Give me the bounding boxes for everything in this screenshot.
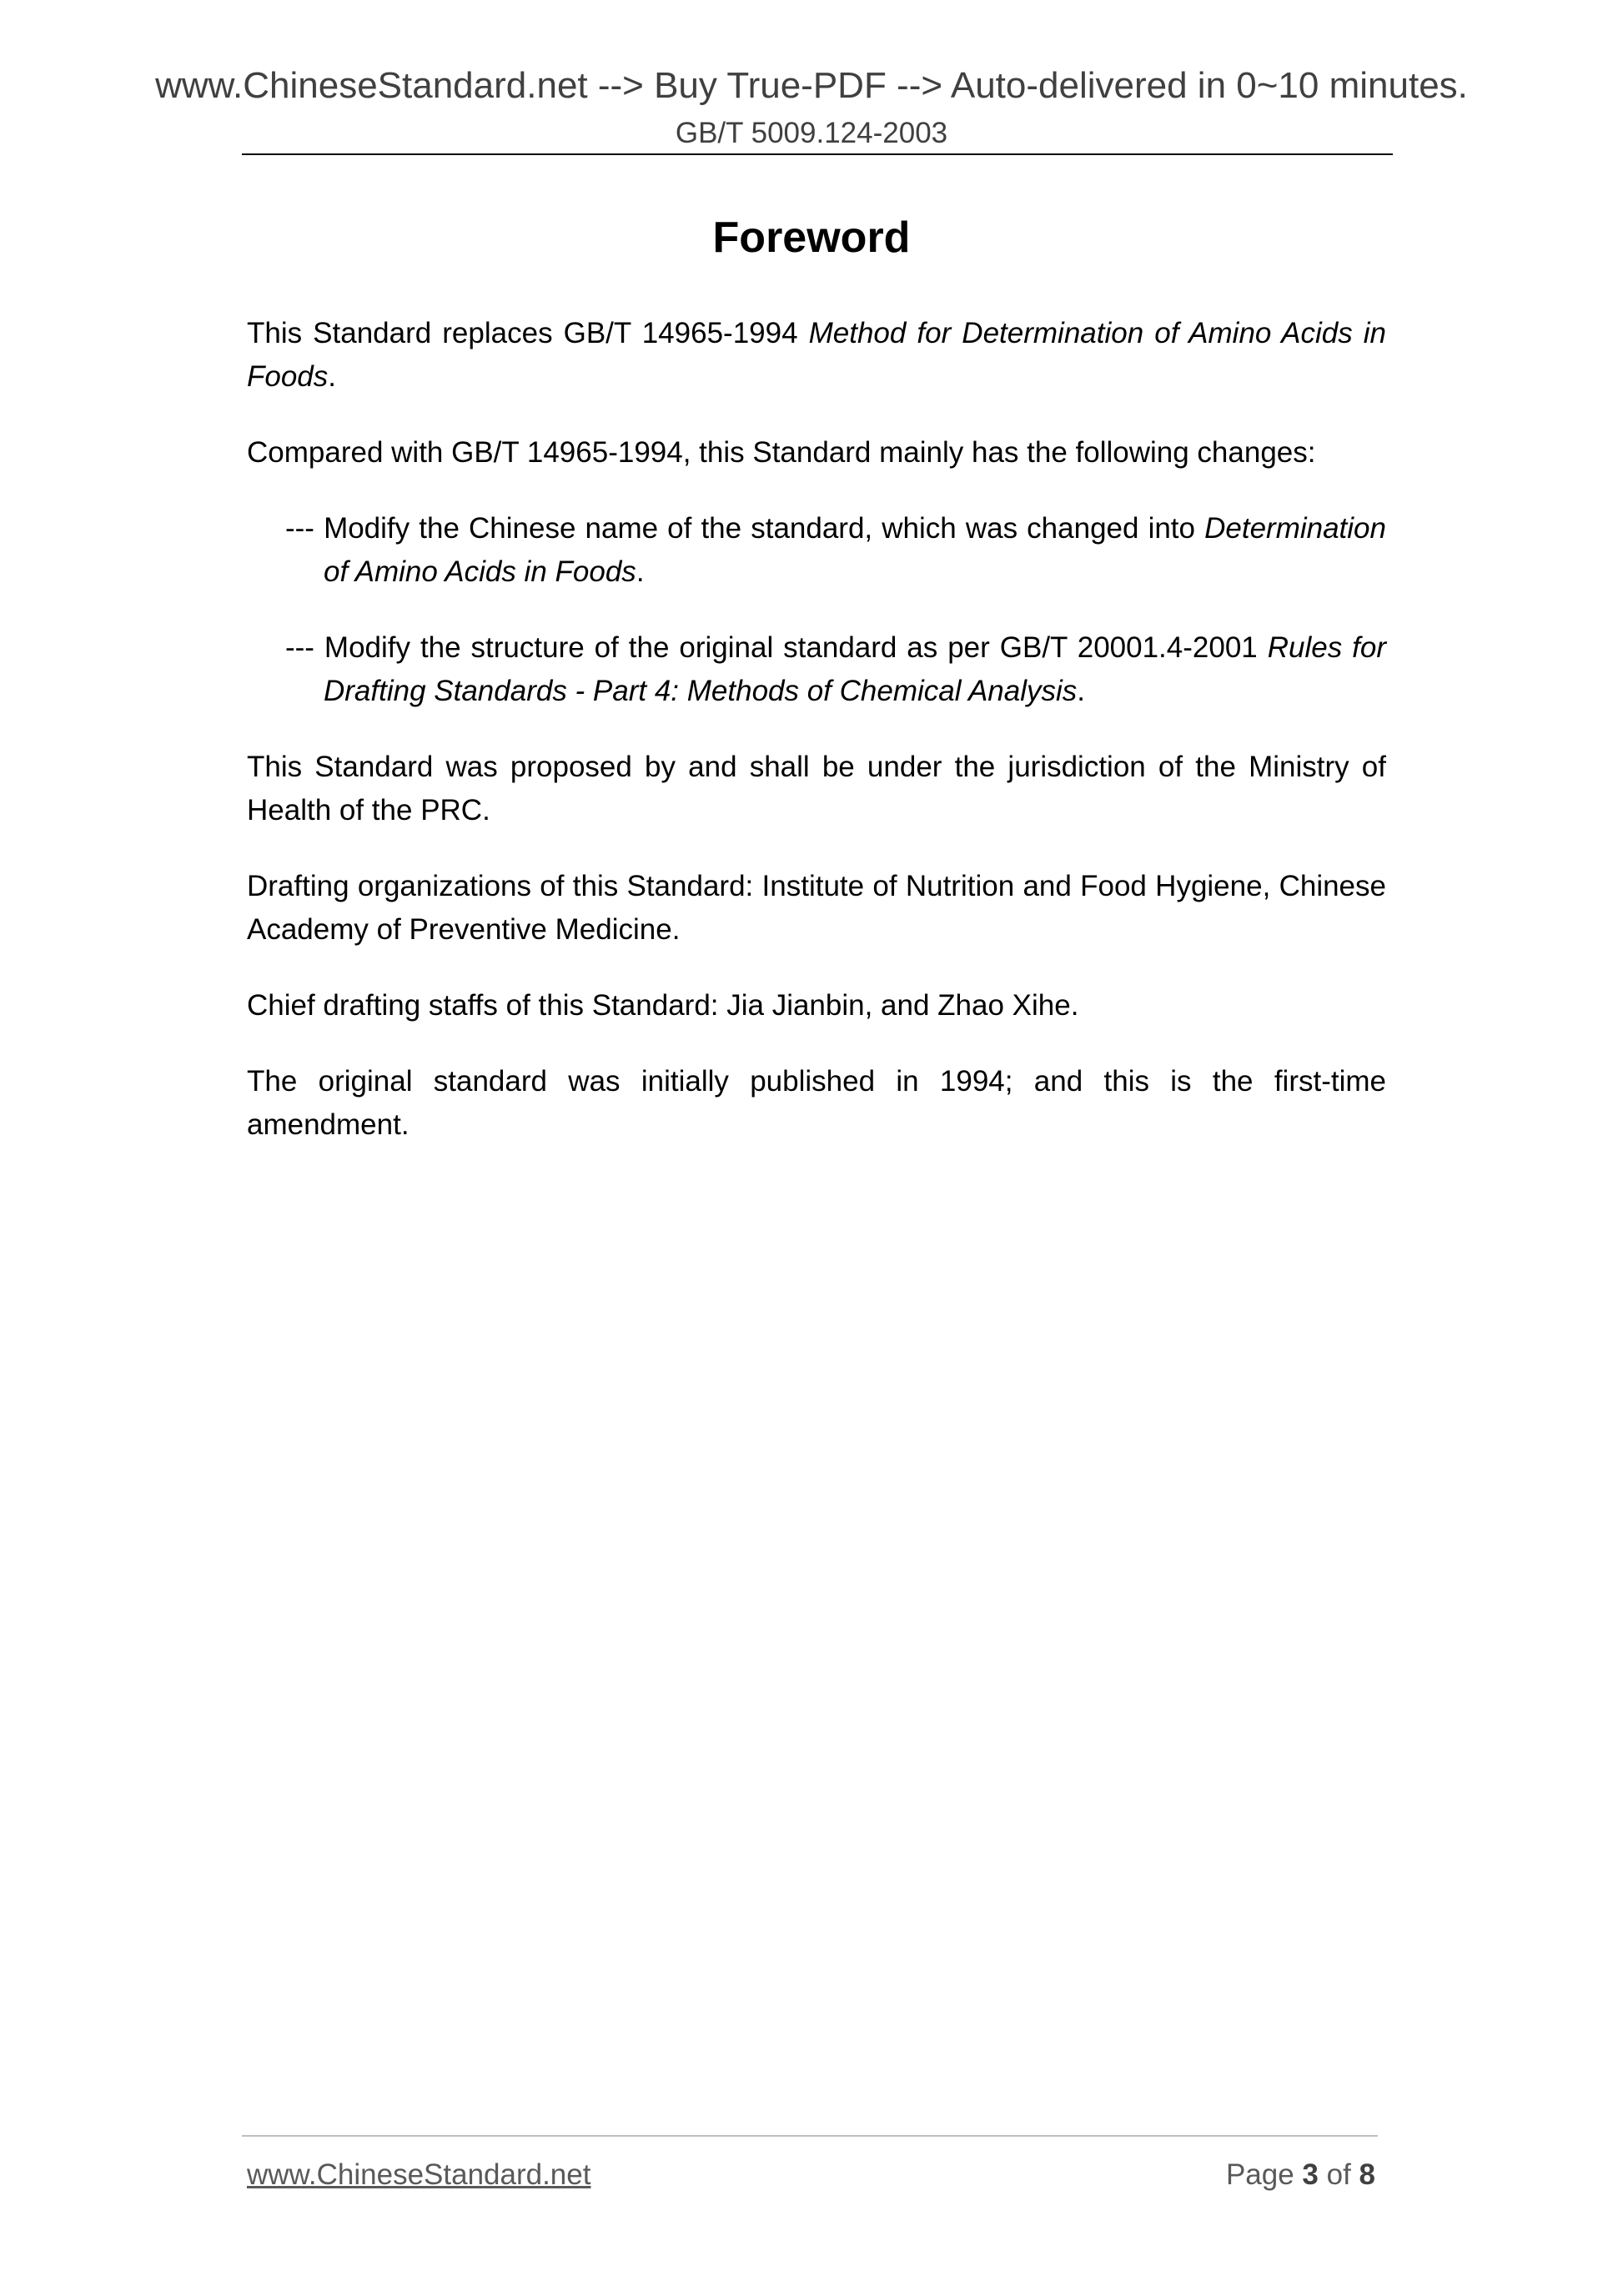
foreword-body bbox=[247, 312, 1386, 1179]
change-end: . bbox=[636, 555, 645, 588]
replaces-paragraph bbox=[247, 312, 1386, 399]
header-banner: www.ChineseStandard.net --> Buy True-PDF --> Auto-delivered in 0~10 minutes. bbox=[155, 65, 1468, 106]
replaces-end: . bbox=[328, 360, 337, 393]
page-of: of bbox=[1318, 2158, 1359, 2191]
total-pages: 8 bbox=[1359, 2158, 1375, 2191]
page-number bbox=[1226, 2158, 1375, 2192]
change-italic-title: Rules for Drafting Standards - Part 4: Methods of Chemical Analysis bbox=[324, 631, 1386, 707]
chief-staff-paragraph: Chief drafting staffs of this Standard: Jia Jianbin, and Zhao Xihe. bbox=[247, 989, 1079, 1022]
change-text: --- Modify the structure of the original standard as per GB/T 20001.4-2001 bbox=[285, 631, 1268, 664]
change-italic-title: Determination of Amino Acids in Foods bbox=[324, 512, 1386, 588]
change-text: --- Modify the Chinese name of the standard, which was changed into bbox=[285, 512, 1205, 545]
change-item bbox=[285, 626, 1386, 713]
standard-code: GB/T 5009.124-2003 bbox=[675, 117, 948, 149]
replaces-text: This Standard replaces GB/T 14965-1994 bbox=[247, 317, 809, 349]
current-page: 3 bbox=[1302, 2158, 1319, 2191]
proposed-paragraph: This Standard was proposed by and shall be under the jurisdiction of the Ministry of Health of the PRC. bbox=[247, 751, 1386, 826]
history-paragraph: The original standard was initially published in 1994; and this is the first-time amendment. bbox=[247, 1065, 1386, 1141]
replaced-standard-title: Method for Determination of Amino Acids in Foods bbox=[247, 317, 1387, 393]
footer-website-link[interactable]: www.ChineseStandard.net bbox=[247, 2158, 591, 2191]
page-label: Page bbox=[1225, 2158, 1303, 2191]
footer-divider bbox=[242, 2135, 1378, 2137]
page-title: Foreword bbox=[712, 214, 911, 262]
change-item bbox=[285, 507, 1386, 594]
drafting-organizations-paragraph: Drafting organizations of this Standard: Institute of Nutrition and Food Hygiene, Chinese Academy of Preventive Medicine. bbox=[247, 870, 1386, 946]
header-divider bbox=[242, 153, 1393, 155]
change-end: . bbox=[1077, 675, 1086, 707]
compared-paragraph: Compared with GB/T 14965-1994, this Standard mainly has the following changes: bbox=[247, 436, 1316, 469]
